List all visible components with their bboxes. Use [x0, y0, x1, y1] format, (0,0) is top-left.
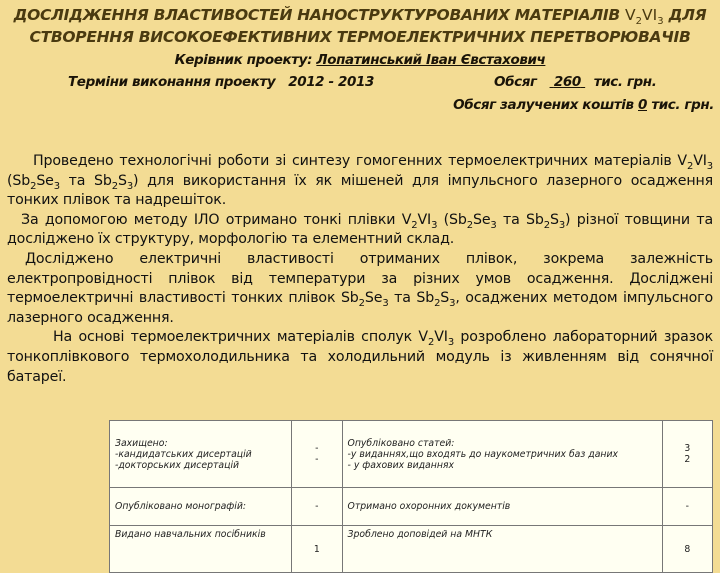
monographs-label: Опубліковано монографій:: [110, 488, 292, 526]
table-row: [110, 526, 713, 573]
table-row: [110, 421, 713, 488]
paragraph-properties: Досліджено електричні властивості отриманих плівок, зокрема залежність електропровідності плівок від температури за різних умов осадження. Досліджені термоелектричні властивості тонких плівок $Sb_2Se_3$ та $Sb_2S_3$, осаджених методом імпульсного лазерного осадження.: [7, 250, 713, 326]
results-table: [109, 420, 713, 573]
title-line-2: СТВОРЕННЯ ВИСОКОЕФЕКТИВНИХ ТЕРМОЕЛЕКТРИЧНИХ ПЕРЕТВОРЮВАЧІВ: [29, 28, 691, 46]
volume-unit: тис. грн.: [593, 74, 657, 90]
patents-value: -: [662, 488, 712, 526]
title-formula: $V_2VI_3$: [625, 6, 664, 28]
leader-name: Лопатинський Іван Євстахович: [316, 52, 546, 68]
reports-label: Зроблено доповідей на МНТК: [342, 526, 662, 573]
patents-label: Отримано охоронних документів: [342, 488, 662, 526]
monographs-value: -: [292, 488, 342, 526]
volume-label: Обсяг: [494, 74, 537, 90]
defended-label: Захищено: -кандидатських дисертацій -докторських дисертацій: [110, 421, 292, 488]
articles-values: 3 2: [662, 421, 712, 488]
project-description: [7, 152, 713, 387]
leader-label: Керівник проекту:: [174, 52, 313, 68]
title-text: ДОСЛІДЖЕННЯ ВЛАСТИВОСТЕЙ НАНОСТРУКТУРОВАНИХ МАТЕРІАЛІВ: [13, 6, 620, 24]
attracted-label: Обсяг залучених коштів: [453, 97, 634, 113]
paragraph-synthesis: Проведено технологічні роботи зі синтезу гомогенних термоелектричних матеріалів $V_2VI_3$ ($Sb_2Se_3$ та $Sb_2S_3$) для використання їх як мішеней для імпульсного лазерного осадження тонких плівок та надрешіток.: [7, 153, 713, 209]
paragraph-films: За допомогою методу ІЛО отримано тонкі плівки $V_2VI_3$ ($Sb_2Se_3$ та $Sb_2S_3$) різної товщини та досліджено їх структуру, морфологію та елементний склад.: [7, 211, 713, 248]
attracted-funds: [453, 97, 714, 113]
defended-values: - -: [292, 421, 342, 488]
project-terms: [68, 74, 374, 90]
textbooks-value: 1: [292, 526, 342, 573]
articles-label: Опубліковано статей: -у виданнях,що входять до наукометричних баз даних - у фахових виданнях: [342, 421, 662, 488]
attracted-unit: тис. грн.: [651, 97, 714, 113]
volume-value: 260: [553, 74, 581, 90]
project-volume: [494, 74, 656, 90]
title-tail: ДЛЯ: [668, 6, 707, 24]
title-line-1: [0, 6, 720, 27]
terms-label: Терміни виконання проекту: [68, 74, 276, 90]
attracted-value: 0: [638, 97, 647, 113]
project-leader: [0, 52, 720, 68]
textbooks-label: Видано навчальних посібників: [110, 526, 292, 573]
paragraph-prototype: На основі термоелектричних матеріалів сполук $V_2VI_3$ розроблено лабораторний зразок тонкоплівкового термохолодильника та холодильний модуль із живленням від сонячної батареї.: [7, 329, 713, 385]
terms-value: 2012 - 2013: [288, 74, 374, 90]
table-row: [110, 488, 713, 526]
reports-value: 8: [662, 526, 712, 573]
